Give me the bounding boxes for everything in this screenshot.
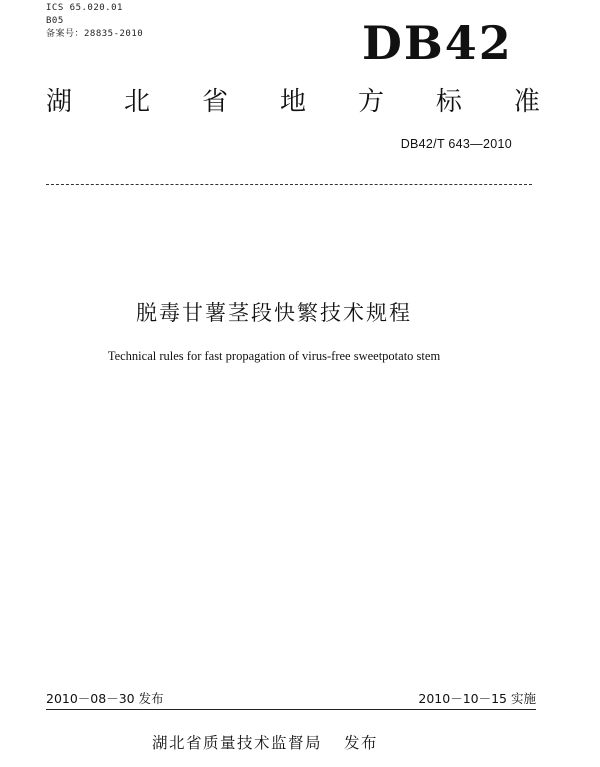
- issuer-action: 发布: [344, 734, 379, 752]
- document-title-chinese: 脱毒甘薯茎段快繁技术规程: [136, 301, 412, 325]
- standard-number: DB42/T 643—2010: [400, 137, 512, 151]
- ics-code: ICS 65.020.01: [46, 3, 123, 13]
- document-title-english: Technical rules for fast propagation of virus-free sweetpotato stem: [107, 349, 441, 363]
- footer-rule: [46, 709, 536, 710]
- header-divider: [46, 184, 532, 185]
- standard-type-char: 地: [279, 87, 306, 117]
- issuing-authority: [152, 733, 378, 753]
- standard-type-char: 方: [357, 87, 384, 117]
- standard-type-heading: [46, 87, 540, 117]
- standard-type-char: 省: [201, 87, 228, 117]
- implementation-date: 2010－10－15 实施: [418, 691, 536, 706]
- issuer-name: 湖北省质量技术监督局: [152, 734, 323, 752]
- standard-type-char: 标: [435, 87, 462, 117]
- standard-code-logo: DB42: [362, 16, 513, 70]
- standard-type-char: 北: [123, 87, 150, 117]
- issue-date: 2010－08－30 发布: [46, 691, 164, 706]
- standard-type-char: 准: [513, 87, 540, 117]
- clc-code: B05: [46, 16, 64, 26]
- standard-type-char: 湖: [46, 87, 73, 117]
- record-number: 备案号：28835-2010: [46, 29, 144, 39]
